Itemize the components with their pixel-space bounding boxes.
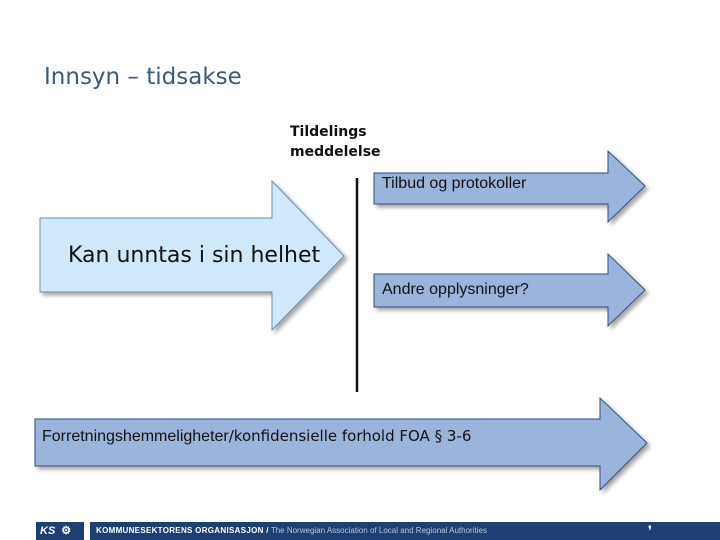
footer-org-name: KOMMUNESEKTORENS ORGANISASJON / <box>96 526 269 535</box>
andre-label: Andre opplysninger? <box>382 281 529 298</box>
footer-swirl-icon: ❜ <box>647 523 653 538</box>
slide-title: Innsyn – tidsakse <box>44 64 242 90</box>
forretning-label-part2: /konfidensielle forhold FOA § 3-6 <box>228 427 472 445</box>
footer-text <box>96 522 487 540</box>
forretning-label <box>42 427 471 446</box>
footer <box>0 522 720 540</box>
tilbud-label: Tilbud og protokoller <box>382 175 527 192</box>
milestone-label-line1: Tildelings <box>290 124 367 140</box>
ks-logo <box>36 522 84 540</box>
milestone-label-line2: meddelelse <box>290 144 381 160</box>
gear-icon: ⚙ <box>61 525 72 537</box>
unntas-label: Kan unntas i sin helhet <box>68 243 321 268</box>
footer-org-english: The Norwegian Association of Local and Regional Authorities <box>268 526 487 535</box>
ks-logo-text: KS <box>40 525 56 537</box>
forretning-label-part1: Forretningshemmeligheter <box>42 428 229 445</box>
